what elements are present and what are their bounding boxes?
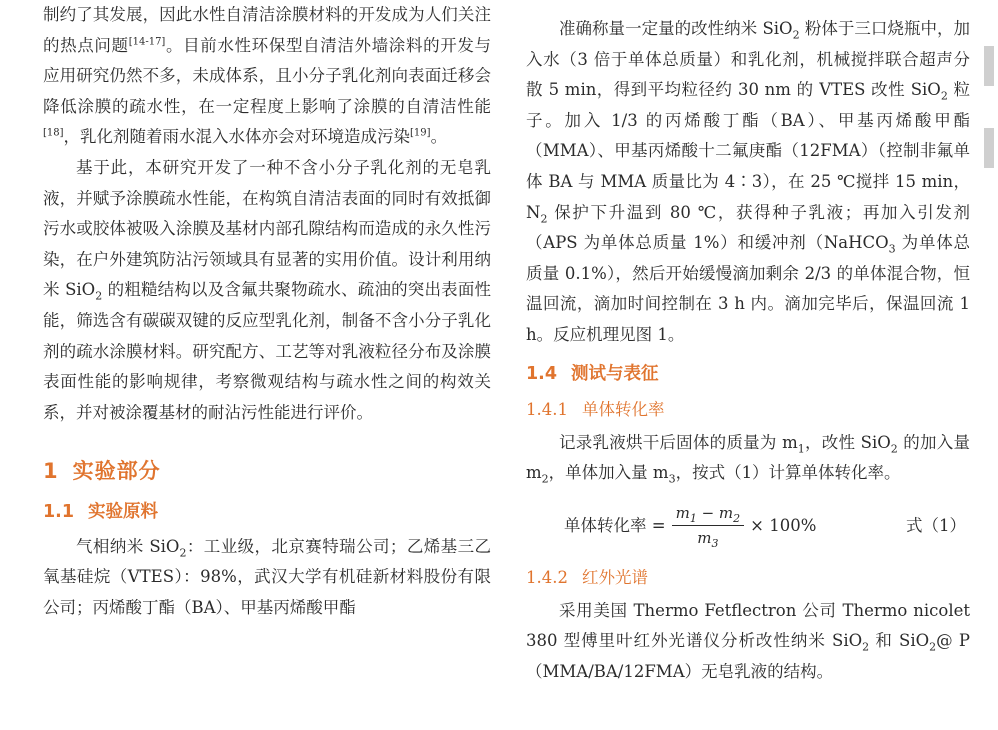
- equation: [526, 495, 970, 557]
- subsection-heading: 1.1 实验原料: [43, 501, 159, 522]
- right-column: [526, 14, 970, 687]
- denominator: $m_3$: [697, 529, 719, 551]
- equation-label: 单体转化率 =: [564, 515, 666, 535]
- paragraph: 准确称量一定量的改性纳米 SiO$_2$ 粉体于三口烧瓶中，加入水（3 倍于单体总质量）和乳化剂，机械搅拌联合超声分散 5 min，得到平均粒径约 30 nm 的 VTES 改性 SiO$_2$ 粒子。加入 1/3 的丙烯酸丁酯（BA）、甲基丙烯酸甲酯（MMA）、甲基丙烯酸十二氟庚酯（12FMA）（控制非氟单体 BA 与 MMA 质量比为 4∶3），在 25 ℃搅拌 15 min，$N_2$ 保护下升温到 80 ℃，获得种子乳液；再加入引发剂（APS 为单体总质量 1%）和缓冲剂（NaHCO$_3$ 为单体总质量 0.1%），然后开始缓慢滴加剩余 2/3 的单体混合物，恒温回流，滴加时间控制在 3 h 内。滴加完毕后，保温回流 1 h。反应机理见图 1。: [526, 19, 970, 344]
- numerator: $m_1 - m_2$: [672, 503, 745, 526]
- paragraph: 采用美国 Thermo Fetflectron 公司 Thermo nicolet 380 型傅里叶红外光谱仪分析改性纳米 SiO$_2$ 和 SiO$_2$@ P（MMA/BA/12FMA）无皂乳液的结构。: [526, 600, 971, 681]
- paragraph: 制约了其发展，因此水性自清洁涂膜材料的开发成为人们关注的热点问题[14-17]。目前水性环保型自清洁外墙涂料的开发与应用研究仍然不多，未成体系，且小分子乳化剂向表面迁移会降低涂膜的疏水性，在一定程度上影响了涂膜的自清洁性能[18]，乳化剂随着雨水混入水体亦会对环境造成污染[19]。: [43, 5, 492, 147]
- subsubsection-heading: 1.4.2 红外光谱: [526, 567, 648, 587]
- equation-number: 式（1）: [906, 515, 966, 535]
- paragraph: 气相纳米 SiO$_2$：工业级，北京赛特瑞公司；乙烯基三乙氧基硅烷（VTES）：98%，武汉大学有机硅新材料股份有限公司；丙烯酸丁酯（BA）、甲基丙烯酸甲酯: [43, 536, 491, 617]
- paragraph: 基于此，本研究开发了一种不含小分子乳化剂的无皂乳液，并赋予涂膜疏水性能，在构筑自清洁表面的同时有效抵御污水或胶体被吸入涂膜及基材内部孔隙结构而造成的永久性污染，在户外建筑防沾污领域具有显著的实用价值。设计利用纳米 SiO$_2$ 的粗糙结构以及含氟共聚物疏水、疏油的突出表面性能，筛选含有碳碳双键的反应型乳化剂，制备不含小分子乳化剂的疏水涂膜材料。研究配方、工艺等对乳液粒径分布及涂膜表面性能的影响规律，考察微观结构与疏水性之间的构效关系，并对被涂覆基材的耐沾污性能进行评价。: [43, 157, 492, 422]
- fraction: [672, 503, 745, 551]
- subsection-heading: 1.4 测试与表征: [526, 363, 659, 384]
- equation-tail: × 100%: [750, 515, 817, 535]
- page-edge-mark: [984, 46, 994, 86]
- subsubsection-heading: 1.4.1 单体转化率: [526, 400, 665, 420]
- paragraph: 记录乳液烘干后固体的质量为 $m_1$，改性 SiO$_2$ 的加入量 $m_2$，单体加入量 $m_3$，按式（1）计算单体转化率。: [526, 432, 970, 486]
- left-column: [43, 0, 491, 623]
- page-edge-mark: [984, 128, 994, 168]
- section-heading: 1 实验部分: [43, 459, 161, 484]
